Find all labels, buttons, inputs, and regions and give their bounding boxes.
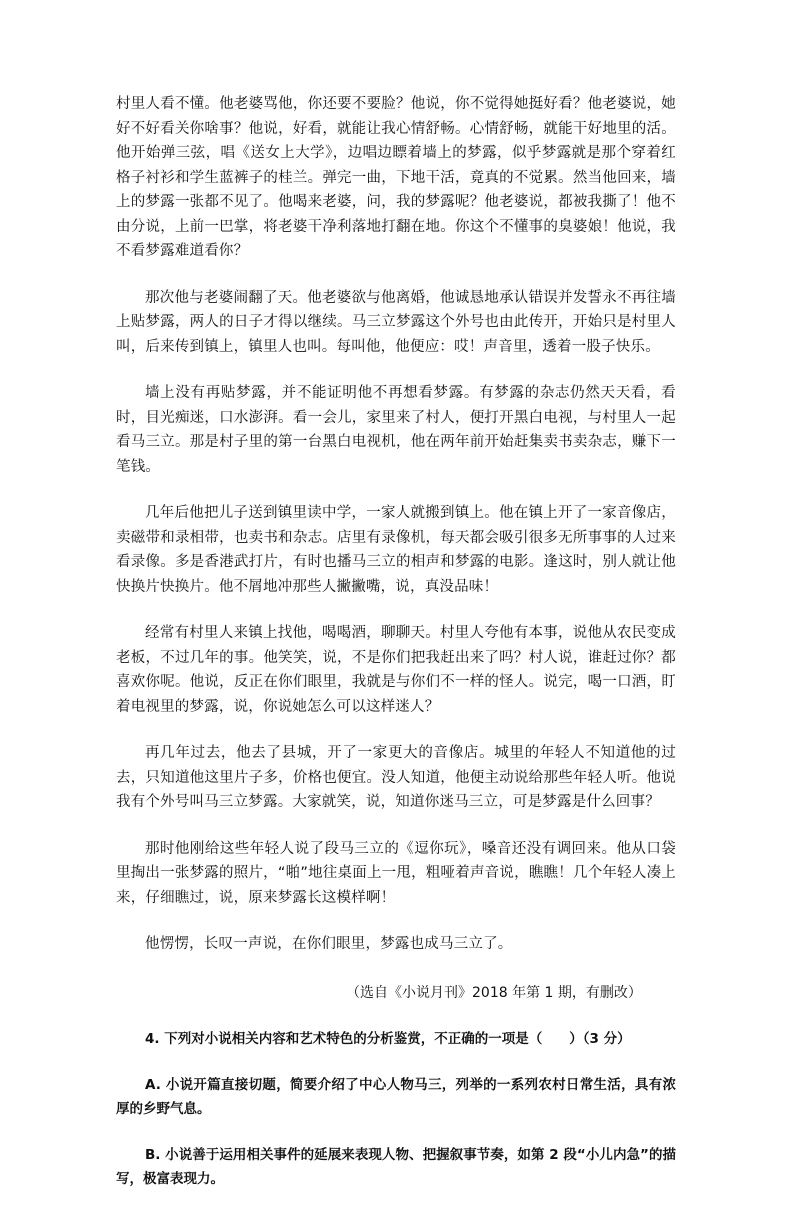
question-stem: 4. 下列对小说相关内容和艺术特色的分析鉴赏，不正确的一项是（ ）（3 分） [145, 1030, 631, 1047]
story-paragraph-5: 经常有村里人来镇上找他，喝喝酒，聊聊天。村里人夸他有本事，说他从农民变成老板，不过几年的事。他笑笑，说，不是你们把我赶出来了吗？村人说，谁赶过你？都喜欢你呢。他说，反正在你们眼里，我就是与你们不一样的怪人。说完，喝一口酒，盯着电视里的梦露，说，你说她怎么可以这样迷人？ [116, 625, 676, 715]
story-content [116, 92, 676, 1213]
story-paragraph-4: 几年后他把儿子送到镇里读中学，一家人就搬到镇上。他在镇上开了一家音像店，卖磁带和录相带，也卖书和杂志。店里有录像机，每天都会吸引很多无所事事的人过来看录像。多是香港武打片，有时也播马三立的相声和梦露的电影。逢这时，别人就让他快换片快换片。他不屑地冲那些人撇撇嘴，说，真没品味！ [116, 505, 676, 595]
source-citation: （选自《小说月刊》2018 年第 1 期，有删改） [346, 984, 642, 1001]
option-a: A. 小说开篇直接切题，简要介绍了中心人物马三，列举的一系列农村日常生活，具有浓厚的乡野气息。 [116, 1076, 676, 1117]
story-paragraph-6: 再几年过去，他去了县城，开了一家更大的音像店。城里的年轻人不知道他的过去，只知道他这里片子多，价格也便宜。没人知道，他便主动说给那些年轻人听。他说我有个外号叫马三立梦露。大家就笑，说，知道你迷马三立，可是梦露是什么回事？ [116, 745, 676, 810]
story-paragraph-8: 他愣愣，长叹一声说，在你们眼里，梦露也成马三立了。 [145, 936, 513, 952]
story-paragraph-3: 墙上没有再贴梦露，并不能证明他不再想看梦露。有梦露的杂志仍然天天看，看时，目光痴迷，口水澎湃。看一会儿，家里来了村人，便打开黑白电视，与村里人一起看马三立。那是村子里的第一台黑白电视机，他在两年前开始赶集卖书卖杂志，赚下一笔钱。 [116, 385, 676, 475]
story-paragraph-2: 那次他与老婆闹翻了天。他老婆欲与他离婚，他诚恳地承认错误并发誓永不再往墙上贴梦露，两人的日子才得以继续。马三立梦露这个外号也由此传开，开始只是村里人叫，后来传到镇上，镇里人也叫。每叫他，他便应：哎！声音里，透着一股子快乐。 [116, 289, 676, 355]
option-b: B. 小说善于运用相关事件的延展来表现人物、把握叙事节奏，如第 2 段“小儿内急”的描写，极富表现力。 [116, 1146, 676, 1187]
story-paragraph-7: 那时他刚给这些年轻人说了段马三立的《逗你玩》，嗓音还没有调回来。他从口袋里掏出一张梦露的照片，“啪”地往桌面上一甩，粗哑着声音说，瞧瞧！几个年轻人凑上来，仔细瞧过，说，原来梦露长这模样啊！ [116, 840, 676, 906]
story-paragraph-1: 村里人看不懂。他老婆骂他，你还要不要脸？他说，你不觉得她挺好看？他老婆说，她好不好看关你啥事？他说，好看，就能让我心情舒畅。心情舒畅，就能干好地里的活。他开始弹三弦，唱《送女上大学》，边唱边瞟着墙上的梦露，似乎梦露就是那个穿着红格子衬衫和学生蓝裤子的桂兰。弹完一曲，下地干活，竟真的不觉累。然当他回来，墙上的梦露一张都不见了。他喝来老婆，问，我的梦露呢？他老婆说，都被我撕了！他不由分说，上前一巴掌，将老婆干净利落地打翻在地。你这个不懂事的臭婆娘！他说，我不看梦露难道看你？ [116, 96, 676, 259]
